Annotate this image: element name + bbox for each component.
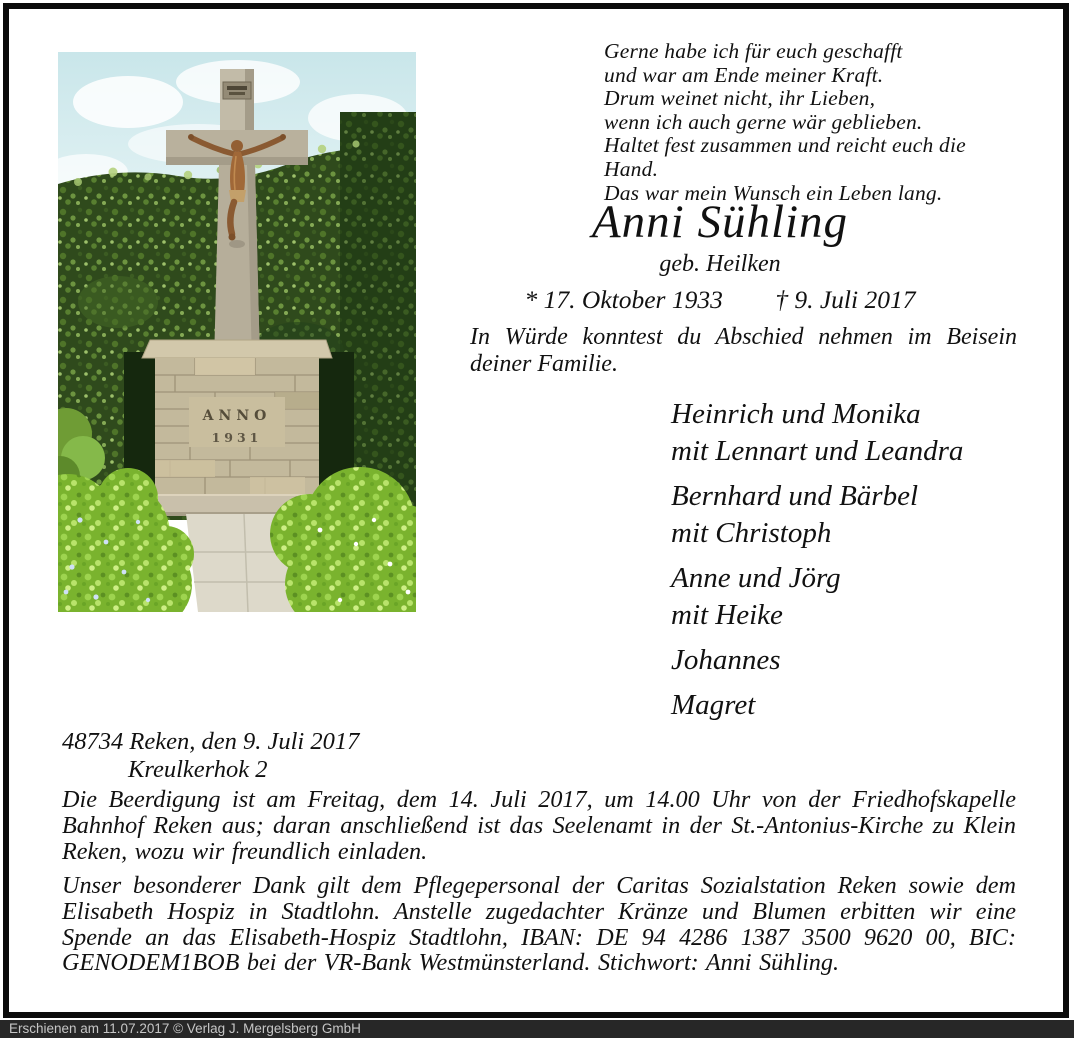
mourner-line: Anne und Jörg (671, 562, 841, 594)
deceased-header (425, 196, 1015, 315)
mourner-line: Heinrich und Monika (671, 398, 921, 430)
mourners-list (671, 396, 963, 732)
mourner-group (671, 478, 963, 552)
birth-date: * 17. Oktober 1933 (524, 285, 723, 314)
stone-pedestal (130, 340, 344, 516)
deceased-name: Anni Sühling (591, 196, 849, 248)
address-line: Kreulkerhok 2 (128, 756, 268, 783)
mourner-line: Bernhard und Bärbel (671, 480, 919, 512)
mourner-line: mit Christoph (671, 517, 832, 549)
mourner-line: mit Lennart und Leandra (671, 435, 964, 467)
mourner-group (671, 396, 963, 470)
place-date-line: 48734 Reken, den 9. Juli 2017 (62, 728, 360, 755)
life-dates (425, 285, 1015, 315)
publisher-bar (0, 1020, 1074, 1038)
poem-line: und war am Ende meiner Kraft. (604, 62, 884, 87)
poem-line: Haltet fest zusammen und reicht euch die Hand. (604, 133, 966, 181)
death-date: † 9. Juli 2017 (775, 285, 916, 314)
mourner-line: Johannes (671, 644, 781, 676)
place-date-block (62, 728, 359, 784)
funeral-info: Die Beerdigung ist am Freitag, dem 14. Juli 2017, um 14.00 Uhr von der Friedhofskapelle Bahnhof Reken aus; daran anschließend ist das Seelenamt in der St.-Antonius-Kirche zu Klein Reken, wozu wir freundlich einladen. (62, 786, 1016, 865)
inri-plaque (223, 82, 251, 99)
pedestal-inscription-anno: ANNO (202, 408, 272, 424)
farewell-poem (604, 40, 1024, 205)
poem-line: wenn ich auch gerne wär geblieben. (604, 109, 923, 134)
memorial-photo (58, 52, 416, 612)
mourner-line: Magret (671, 689, 756, 721)
mourner-group (671, 642, 963, 679)
maiden-name: geb. Heilken (659, 251, 781, 277)
poem-line: Drum weinet nicht, ihr Lieben, (604, 86, 876, 111)
thanks-donation-info: Unser besonderer Dank gilt dem Pflegepersonal der Caritas Sozialstation Reken sowie dem Elisabeth Hospiz in Stadtlohn. Anstelle zugedachter Kränze und Blumen erbitten wir eine Spende an das Elisabeth-Hospiz Stadtlohn, IBAN: DE 94 4286 1387 3500 9620 00, BIC: GENODEM1BOB bei der VR-Bank Westmünsterland. Stichwort: Anni Sühling. (62, 872, 1016, 977)
mourner-group (671, 687, 963, 724)
mourner-line: mit Heike (671, 599, 783, 631)
poem-line: Das war mein Wunsch ein Leben lang. (604, 180, 943, 205)
poem-line: Gerne habe ich für euch geschafft (604, 39, 903, 63)
mourner-group (671, 560, 963, 634)
pedestal-inscription-year: 1931 (211, 430, 263, 445)
tribute-text: In Würde konntest du Abschied nehmen im Beisein deiner Familie. (470, 324, 1017, 377)
publication-note: Erschienen am 11.07.2017 © Verlag J. Mergelsberg GmbH (9, 1021, 361, 1036)
